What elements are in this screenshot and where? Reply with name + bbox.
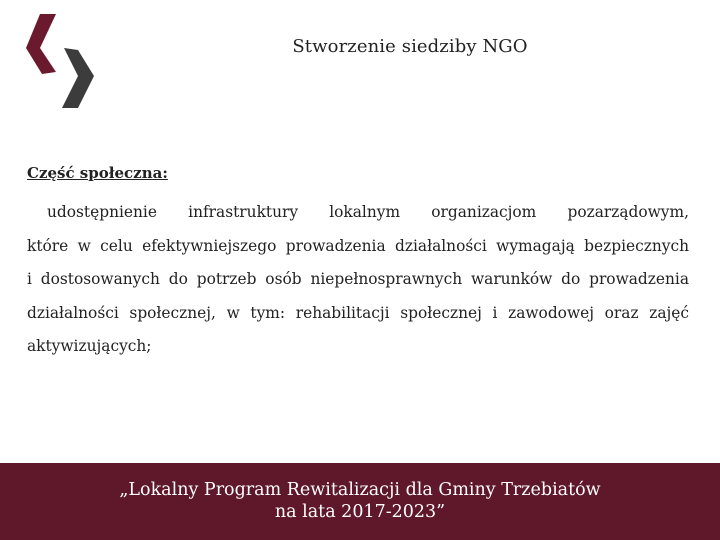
footer-program-years: na lata 2017-2023” bbox=[274, 502, 446, 522]
body-line-5: aktywizujących; bbox=[27, 337, 152, 356]
section-heading: Część społeczna: bbox=[27, 164, 168, 182]
body-line-2: które w celu efektywniejszego prowadzenia działalności wymagają bezpiecznych bbox=[27, 236, 689, 255]
body-line-1: udostępnienie infrastruktury lokalnym organizacjom pozarządowym, bbox=[47, 203, 689, 221]
logo-gray-chevron bbox=[62, 48, 94, 108]
footer-banner bbox=[0, 463, 720, 540]
footer-program-title: „Lokalny Program Rewitalizacji dla Gminy Trzebiatów bbox=[119, 480, 601, 500]
page-title: Stworzenie siedziby NGO bbox=[292, 36, 528, 57]
section-body bbox=[27, 196, 689, 364]
body-line-4: działalności społecznej, w tym: rehabilitacji społecznej i zawodowej oraz zajęć bbox=[27, 303, 689, 322]
double-chevron-logo-icon bbox=[26, 14, 94, 110]
body-line-3: i dostosowanych do potrzeb osób niepełnosprawnych warunków do prowadzenia bbox=[27, 270, 689, 289]
